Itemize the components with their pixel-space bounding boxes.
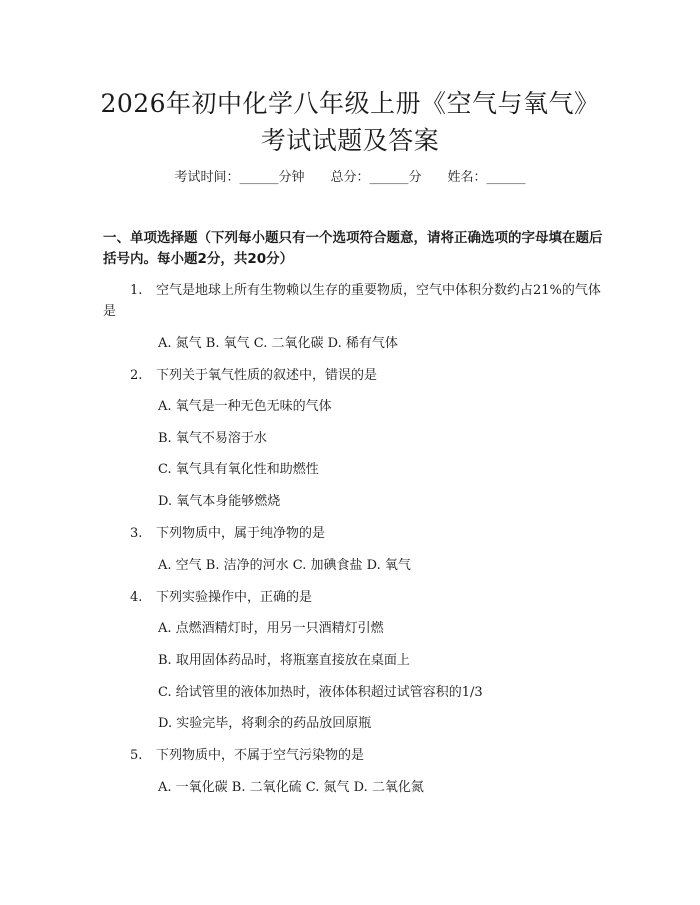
exam-title-line1: 2026年初中化学八年级上册《空气与氧气》	[100, 89, 600, 118]
section-heading: 一、单项选择题（下列每小题只有一个选项符合题意，请将正确选项的字母填在题后括号内。每小题2分，共20分）	[103, 230, 603, 267]
question-4-option-a: A. 点燃酒精灯时，用另一只酒精灯引燃	[158, 621, 384, 636]
question-2	[103, 366, 603, 387]
exam-score-field: 总分：______分	[330, 170, 422, 185]
question-number: 2.	[130, 368, 143, 383]
question-4-option-c: C. 给试管里的液体加热时，液体体积超过试管容积的1/3	[158, 685, 483, 700]
exam-name-field: 姓名：______	[447, 170, 526, 185]
question-5	[103, 746, 603, 767]
question-text: 下列物质中，属于纯净物的是	[156, 526, 326, 541]
question-3-options: A. 空气 B. 洁净的河水 C. 加碘食盐 D. 氧气	[158, 558, 411, 573]
question-2-option-b: B. 氧气不易溶于水	[158, 431, 267, 446]
question-text: 下列物质中，不属于空气污染物的是	[156, 748, 365, 763]
question-text: 下列实验操作中，正确的是	[156, 590, 313, 605]
question-number: 1.	[130, 283, 143, 298]
exam-title-line2: 考试试题及答案	[260, 126, 440, 155]
question-4-option-b: B. 取用固体药品时，将瓶塞直接放在桌面上	[158, 653, 410, 668]
exam-time-field: 考试时间：______分钟	[174, 170, 305, 185]
question-4-option-d: D. 实验完毕，将剩余的药品放回原瓶	[158, 716, 372, 731]
question-number: 3.	[130, 526, 143, 541]
question-text: 下列关于氧气性质的叙述中，错误的是	[156, 368, 378, 383]
question-3	[103, 524, 603, 545]
exam-info	[0, 168, 700, 188]
question-1-options: A. 氮气 B. 氧气 C. 二氧化碳 D. 稀有气体	[158, 336, 398, 351]
question-4	[103, 588, 603, 609]
question-2-option-d: D. 氧气本身能够燃烧	[158, 494, 281, 509]
question-number: 5.	[130, 748, 143, 763]
question-number: 4.	[130, 590, 143, 605]
question-2-option-c: C. 氧气具有氧化性和助燃性	[158, 462, 319, 477]
question-text: 空气是地球上所有生物赖以生存的重要物质，空气中体积分数约占21%的气体是	[103, 283, 601, 319]
question-5-options: A. 一氧化碳 B. 二氧化硫 C. 氮气 D. 二氧化氮	[158, 780, 424, 795]
question-2-option-a: A. 氧气是一种无色无味的气体	[158, 399, 332, 414]
question-1	[103, 281, 603, 322]
